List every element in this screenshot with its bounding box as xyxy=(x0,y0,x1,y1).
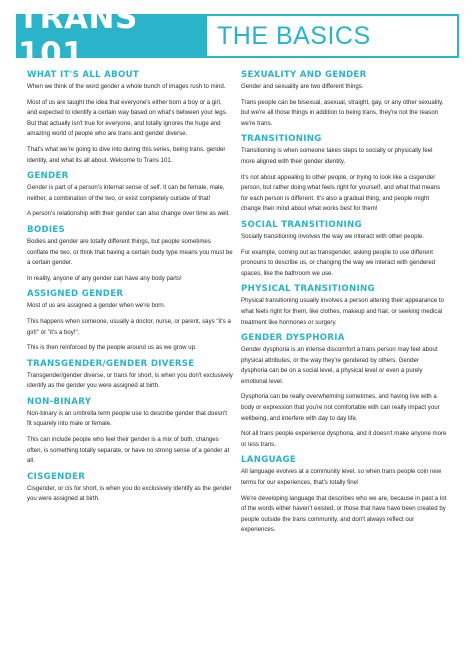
paragraph: A person's relationship with their gender can also change over time as well. xyxy=(27,210,230,218)
section-heading: SOCIAL TRANSITIONING xyxy=(241,219,362,230)
paragraph: Most of us are taught the idea that everyone's either born a boy or a girl, and expected to identify a certain way based on what's between your legs. But that actually isn't true for everyone, and totally ignores the huge and amazing world of people who are trans and gender diverse. xyxy=(27,98,228,138)
section-heading: BODIES xyxy=(27,224,66,235)
section-heading: CISGENDER xyxy=(27,471,86,482)
section-what-it-s-all-about xyxy=(27,70,233,166)
section-bodies xyxy=(27,225,233,284)
section-heading: GENDER DYSPHORIA xyxy=(241,333,345,344)
header-banner xyxy=(16,0,459,72)
left-column xyxy=(27,70,233,510)
paragraph: When we think of the word gender a whole bunch of images rush to mind. xyxy=(27,83,226,90)
section-gender-dysphoria xyxy=(241,333,447,450)
section-heading: ASSIGNED GENDER xyxy=(27,289,124,300)
paragraph: Physical transitioning usually involves a person altering their appearance to what feels right for them, like clothes, makeup and hair, or seeking medical treatment like hormones or surgery. xyxy=(241,297,444,326)
section-cisgender xyxy=(27,472,233,505)
section-language xyxy=(241,455,447,536)
paragraph: It's not about appealing to other people, or trying to look like a cisgender person, but rather doing what feels right for yourself, and what that means for each person is different. It's also a gradual thing, and people might change their mind about what works best for them! xyxy=(241,173,441,213)
paragraph: Transitioning is when someone takes steps to socially or physically feel more aligned with their gender identity. xyxy=(241,147,433,165)
paragraph: Not all trans people experience dysphoria, and it doesn't make anyone more or less trans. xyxy=(241,430,447,448)
paragraph: Trans people can be bisexual, asexual, straight, gay, or any other sexuality, but we're all those things in addition to being trans, they're not the reason we're trans. xyxy=(241,98,444,127)
paragraph: Most of us are assigned a gender when we're born. xyxy=(27,302,166,310)
paragraph: Cisgender, or cis for short, is when you do exclusively identify as the gender you were assigned at birth. xyxy=(27,484,232,503)
section-heading: TRANSITIONING xyxy=(241,134,322,145)
page-subtitle: THE BASICS xyxy=(217,21,371,50)
paragraph: This happens when someone, usually a doctor, nurse, or parent, says "it's a girl!" or "it's a boy!". xyxy=(27,317,231,336)
paragraph: This can include people who feel their gender is a mix of both, changes often, is something totally separate, or have no strong sense of a gender at all. xyxy=(27,436,230,465)
section-heading: NON-BINARY xyxy=(27,396,92,407)
paragraph: All language evolves at a community level, so when trans people coin new terms for our experiences, that's totally fine! xyxy=(241,468,442,487)
section-heading: PHYSICAL TRANSITIONING xyxy=(241,284,375,295)
paragraph: Gender dysphoria is an intense discomfort a trans person may feel about physical attributes, or the way they're gendered by others. Gender dysphoria can be on a social level, a physical level or even a purely emotional level. xyxy=(241,346,438,385)
right-column xyxy=(241,70,447,541)
paragraph: Gender and sexuality are two different things. xyxy=(241,83,364,90)
section-transitioning xyxy=(241,134,447,215)
paragraph: Non-binary is an umbrella term people use to describe gender that doesn't fit squarely into male or female. xyxy=(27,409,228,428)
paragraph: Gender is part of a person's internal sense of self. It can be female, male, neither, a combination of the two, or exist completely outside of that! xyxy=(27,184,225,202)
section-assigned-gender xyxy=(27,289,233,353)
section-physical-transitioning xyxy=(241,284,447,328)
section-heading: WHAT IT'S ALL ABOUT xyxy=(27,70,140,80)
page-title: TRANS 101 xyxy=(18,16,207,56)
paragraph: For example, coming out as transgender, asking people to use different pronouns to describe us, or changing the way we interact with gendered spaces, like the bathroom we use. xyxy=(241,248,436,277)
section-heading: GENDER xyxy=(27,171,69,182)
paragraph: In reality, anyone of any gender can have any body parts! xyxy=(27,274,182,282)
section-sexuality-and-gender xyxy=(241,70,447,129)
paragraph: Dysphoria can be really overwhelming sometimes, and having live with a body or expression that you're not comfortable with can really impact your wellbeing, and interfere with day to day life. xyxy=(241,393,440,422)
paragraph: We're developing language that describes who we are, because in past a lot of the words either haven't existed, or those that have have been created by people outside the trans community, and don't always reflect our experiences. xyxy=(241,494,447,534)
section-heading: LANGUAGE xyxy=(241,455,297,466)
paragraph: That's what we're going to dive into during this series, being trans, gender identity, and what its all about. Welcome to Trans 101. xyxy=(27,145,226,164)
section-non-binary xyxy=(27,397,233,467)
section-social-transitioning xyxy=(241,220,447,279)
paragraph: Bodies and gender are totally different things, but people sometimes conflate the two, or think that having a certain body type means you must be a certain gender. xyxy=(27,237,233,267)
paragraph: This is then reinforced by the people around us as we grow up. xyxy=(27,344,197,352)
section-gender xyxy=(27,171,233,220)
section-heading: TRANSGENDER/GENDER DIVERSE xyxy=(27,358,195,369)
section-transgender-gender-diverse xyxy=(27,359,233,392)
paragraph: Transgender/gender diverse, or trans for short, is when you don't exclusively identify as the gender you were assigned at birth. xyxy=(27,371,233,390)
section-heading: SEXUALITY AND GENDER xyxy=(241,70,367,80)
paragraph: Socially transitioning involves the way we interact with other people. xyxy=(241,232,424,240)
